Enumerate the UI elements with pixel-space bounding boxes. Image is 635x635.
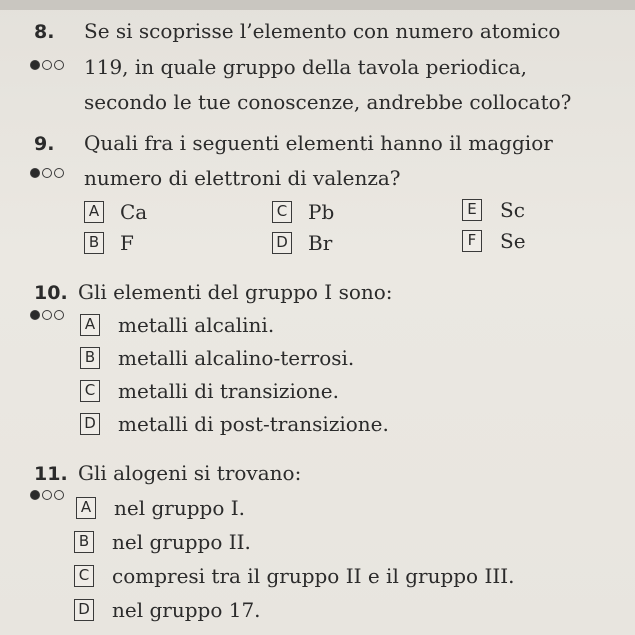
option-d-text: nel gruppo 17.	[112, 598, 261, 622]
option-c-text: compresi tra il gruppo II e il gruppo III.	[112, 564, 515, 588]
option-e-box[interactable]: E	[462, 199, 482, 221]
option-d-box[interactable]: D	[80, 413, 100, 435]
option-c-text: metalli di transizione.	[118, 379, 339, 403]
option-c-text: Pb	[308, 200, 335, 224]
question-text-line: Gli elementi del gruppo I sono:	[78, 280, 393, 304]
option-a-box[interactable]: A	[80, 314, 100, 336]
option-a-text: metalli alcalini.	[118, 313, 275, 337]
question-number: 9.	[34, 133, 55, 155]
option-a-text: Ca	[120, 200, 148, 224]
option-c-box[interactable]: C	[272, 201, 292, 223]
difficulty-indicator	[30, 310, 72, 322]
question-text-line: Se si scoprisse l’elemento con numero atomico	[84, 19, 561, 43]
difficulty-dot-empty	[42, 490, 52, 500]
difficulty-indicator	[30, 60, 72, 72]
option-b-text: metalli alcalino-terrosi.	[118, 346, 355, 370]
option-f-box[interactable]: F	[462, 230, 482, 252]
difficulty-dot-filled	[30, 310, 40, 320]
option-c-box[interactable]: C	[80, 380, 100, 402]
difficulty-dot-empty	[54, 60, 64, 70]
option-b-box[interactable]: B	[74, 531, 94, 553]
question-text-line: numero di elettroni di valenza?	[84, 166, 401, 190]
difficulty-dot-empty	[42, 60, 52, 70]
option-a-box[interactable]: A	[76, 497, 96, 519]
difficulty-dot-empty	[42, 168, 52, 178]
question-number: 8.	[34, 21, 55, 43]
question-number: 11.	[34, 463, 68, 485]
difficulty-indicator	[30, 168, 72, 180]
option-e-text: Sc	[500, 198, 525, 222]
option-d-box[interactable]: D	[74, 599, 94, 621]
question-number: 10.	[34, 282, 68, 304]
option-d-text: Br	[308, 231, 333, 255]
difficulty-dot-filled	[30, 168, 40, 178]
question-text-line: Quali fra i seguenti elementi hanno il maggior	[84, 131, 553, 155]
option-b-text: nel gruppo II.	[112, 530, 251, 554]
option-b-box[interactable]: B	[80, 347, 100, 369]
option-a-box[interactable]: A	[84, 201, 104, 223]
option-b-text: F	[120, 231, 134, 255]
page-top-edge	[0, 0, 635, 10]
question-text-line: secondo le tue conoscenze, andrebbe collocato?	[84, 90, 572, 114]
difficulty-dot-filled	[30, 490, 40, 500]
difficulty-dot-empty	[54, 490, 64, 500]
question-text-line: 119, in quale gruppo della tavola periodica,	[84, 55, 527, 79]
option-b-box[interactable]: B	[84, 232, 104, 254]
difficulty-dot-empty	[54, 310, 64, 320]
difficulty-dot-filled	[30, 60, 40, 70]
difficulty-indicator	[30, 490, 72, 502]
option-a-text: nel gruppo I.	[114, 496, 245, 520]
question-text-line: Gli alogeni si trovano:	[78, 461, 302, 485]
option-f-text: Se	[500, 229, 526, 253]
option-d-box[interactable]: D	[272, 232, 292, 254]
difficulty-dot-empty	[42, 310, 52, 320]
difficulty-dot-empty	[54, 168, 64, 178]
option-c-box[interactable]: C	[74, 565, 94, 587]
option-d-text: metalli di post-transizione.	[118, 412, 389, 436]
